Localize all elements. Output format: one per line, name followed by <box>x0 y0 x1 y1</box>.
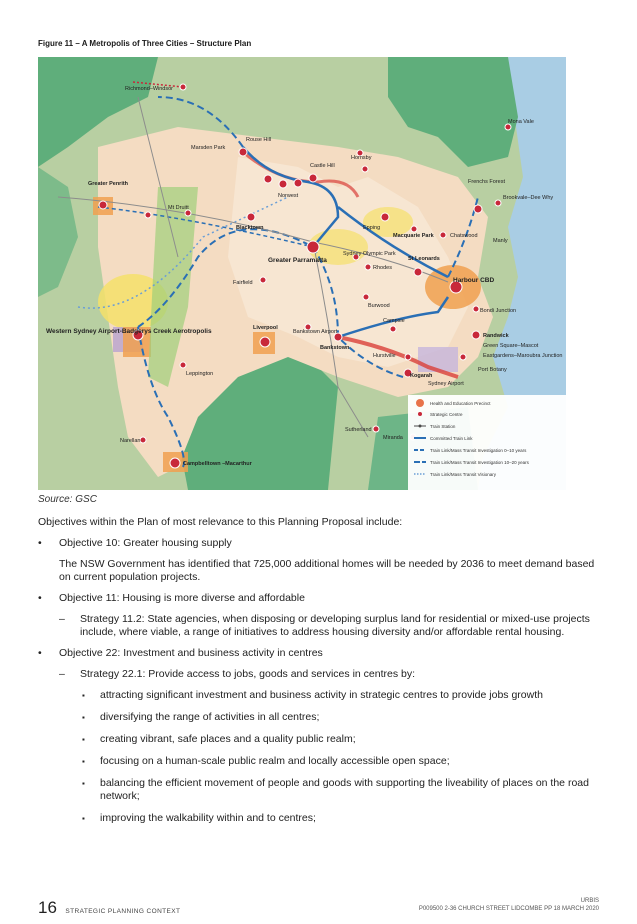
label-macquarie: Macquarie Park <box>393 233 434 239</box>
list-item <box>38 755 598 768</box>
list-item-text: focusing on a human-scale public realm and locally accessible open space; <box>100 755 450 767</box>
label-richmond: Richmond–Windsor <box>125 86 173 92</box>
square-bullet-icon: ▪ <box>82 779 85 788</box>
map-legend <box>408 395 566 490</box>
label-campsie: Campsie <box>383 318 405 324</box>
objective-10-text: The NSW Government has identified that 725,000 additional homes will be needed by 2036 to meet demand based on current population projects. <box>59 558 595 583</box>
label-hurstville: Hurstville <box>373 353 396 359</box>
label-castlehill: Castle Hill <box>310 163 335 169</box>
label-harbourcbd: Harbour CBD <box>453 277 495 284</box>
label-kogarah: Kogarah <box>410 373 433 379</box>
square-bullet-icon: ▪ <box>82 814 85 823</box>
strategy-22-1 <box>38 668 598 681</box>
label-miranda: Miranda <box>383 435 403 441</box>
structure-plan-map <box>38 57 566 490</box>
legend-label: Health and Education Precinct <box>430 401 491 406</box>
label-penrith: Greater Penrith <box>88 181 129 187</box>
dash-marker: – <box>59 668 65 680</box>
label-monavale: Mona Vale <box>508 119 534 125</box>
label-frenchs: Frenchs Forest <box>468 179 505 185</box>
label-liverpool: Liverpool <box>253 325 278 331</box>
objective-22 <box>38 647 598 660</box>
label-leppington: Leppington <box>186 371 214 377</box>
legend-label: Committed Train Link <box>430 436 473 441</box>
list-item <box>38 733 598 746</box>
label-rhodes: Rhodes <box>373 265 392 271</box>
label-portbotany: Port Botany <box>478 367 507 373</box>
label-marsden: Marsden Park <box>191 145 226 151</box>
label-bondi: Bondi Junction <box>480 308 517 314</box>
label-rousehill: Rouse Hill <box>246 137 272 143</box>
list-item <box>38 711 598 724</box>
objective-title: Objective 22: Investment and business activity in centres <box>59 647 323 659</box>
legend-centre-icon <box>418 412 422 416</box>
square-bullet-icon: ▪ <box>82 713 85 722</box>
label-randwick: Randwick <box>483 333 509 339</box>
label-eastgardens: Eastgardens–Maroubra Junction <box>483 353 563 359</box>
label-mtdruitt: Mt Druitt <box>168 205 189 211</box>
label-campbelltown: Campbelltown –Macarthur <box>183 461 252 467</box>
label-bankstown: Bankstown <box>320 345 350 351</box>
objective-title: Objective 11: Housing is more diverse and affordable <box>59 592 305 604</box>
list-item-text: balancing the efficient movement of people and goods with supporting the liveability of places on the road network; <box>100 777 589 802</box>
label-fairfield: Fairfield <box>233 280 253 286</box>
legend-precinct-icon <box>416 399 424 407</box>
label-manly: Manly <box>493 238 508 244</box>
list-item <box>38 689 598 702</box>
bullet-marker: • <box>38 537 42 549</box>
list-item-text: improving the walkability within and to centres; <box>100 812 316 824</box>
label-brookvale: Brookvale–Dee Why <box>503 195 554 201</box>
strategy-text: Strategy 22.1: Provide access to jobs, goods and services in centres by: <box>80 668 416 680</box>
legend-label: Train Link/Mass Transit Investigation 0–10 years <box>430 448 527 453</box>
legend-label: Train Station <box>430 424 456 429</box>
strategy-text: Strategy 11.2: State agencies, when disposing or developing surplus land for residential or mixed-use projects include, where viable, a range of initiatives to address housing diversity and/or affordable rental housing. <box>80 613 590 638</box>
objective-10 <box>38 537 598 550</box>
label-blacktown: Blacktown <box>236 225 264 231</box>
label-sutherland: Sutherland <box>345 427 372 433</box>
page-footer-right <box>419 897 599 913</box>
figure-source: Source: GSC <box>38 494 97 505</box>
label-norwest: Norwest <box>278 193 299 199</box>
page-number: 16 <box>38 898 57 917</box>
figure-title: Figure 11 – A Metropolis of Three Cities – Structure Plan <box>38 39 252 48</box>
square-bullet-icon: ▪ <box>82 757 85 766</box>
label-parramatta: Greater Parramatta <box>268 257 327 264</box>
label-hornsby: Hornsby <box>351 155 372 161</box>
label-epping: Epping <box>363 225 381 231</box>
label-stleonards: St Leonards <box>408 256 440 262</box>
legend-label: Train Link/Mass Transit Visionary <box>430 472 497 477</box>
bullet-marker: • <box>38 647 42 659</box>
square-bullet-icon: ▪ <box>82 691 85 700</box>
page-footer-left <box>38 898 180 918</box>
section-name: STRATEGIC PLANNING CONTEXT <box>65 908 181 915</box>
label-narellan: Narellan <box>120 438 141 444</box>
intro-paragraph: Objectives within the Plan of most relevance to this Planning Proposal include: <box>38 516 403 528</box>
legend-label: Strategic Centre <box>430 412 463 417</box>
label-sydneyairport: Sydney Airport <box>428 381 464 387</box>
label-bankstownairport: Bankstown Airport <box>293 329 338 335</box>
objective-title: Objective 10: Greater housing supply <box>59 537 232 549</box>
strategy-11-2 <box>38 613 598 639</box>
square-bullet-icon: ▪ <box>82 735 85 744</box>
dash-marker: – <box>59 613 65 625</box>
list-item-text: attracting significant investment and business activity in strategic centres to provide jobs growth <box>100 689 543 701</box>
objective-11 <box>38 592 598 605</box>
list-item <box>38 777 598 803</box>
document-body <box>38 516 598 834</box>
bullet-marker: • <box>38 592 42 604</box>
label-olympic: Sydney Olympic Park <box>343 251 396 257</box>
label-burwood: Burwood <box>368 303 390 309</box>
label-wsa: Western Sydney Airport-Badgerys Creek Aerotropolis <box>46 328 212 335</box>
document-reference: P009500 2-36 CHURCH STREET LIDCOMBE PP 18 MARCH 2020 <box>418 906 599 912</box>
label-greensquare: Green Square–Mascot <box>483 343 539 349</box>
list-item-text: creating vibrant, safe places and a quality public realm; <box>100 733 356 745</box>
list-item-text: diversifying the range of activities in all centres; <box>100 711 320 723</box>
list-item <box>38 812 598 825</box>
legend-label: Train Link/Mass Transit Investigation 10–20 years <box>430 460 529 465</box>
label-chatswood: Chatswood <box>450 233 478 239</box>
brand-name: URBIS <box>580 898 599 904</box>
